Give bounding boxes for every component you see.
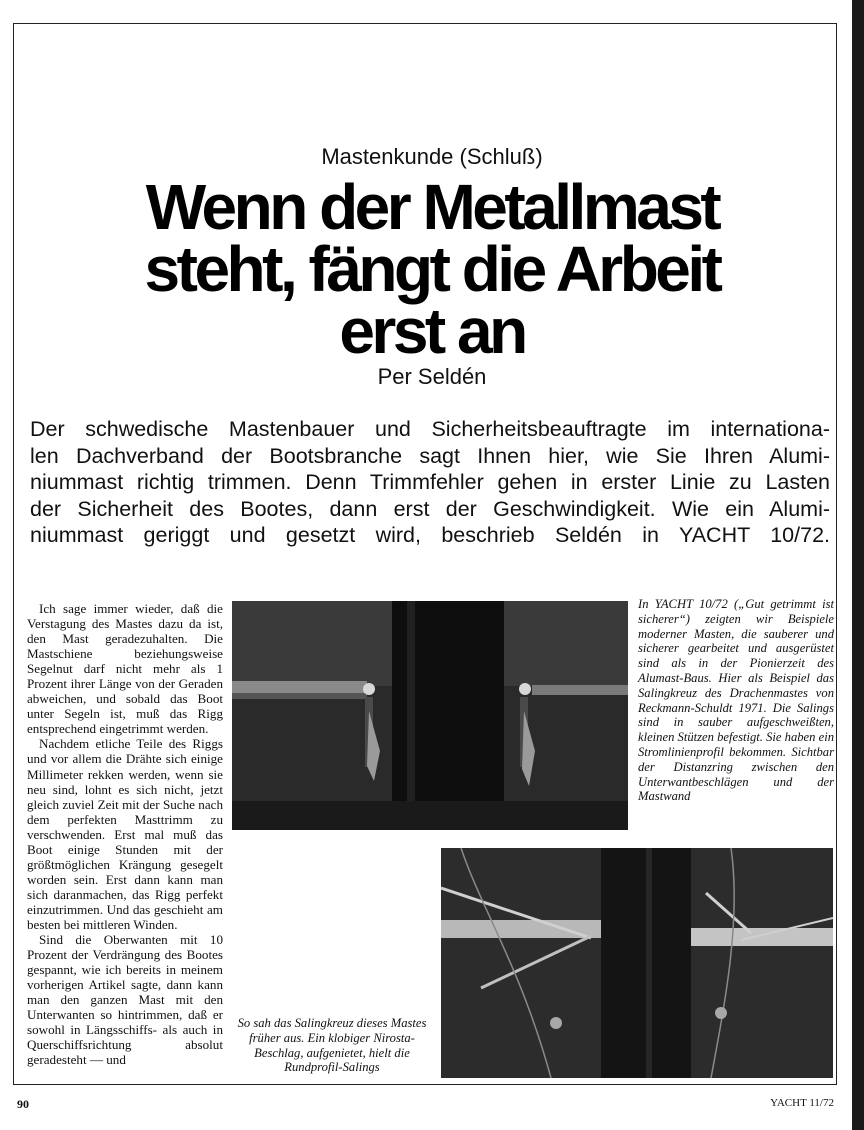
body-column <box>27 601 223 1067</box>
issue-label: YACHT 11/72 <box>770 1097 834 1109</box>
headline-line: steht, fängt die Arbeit <box>144 233 720 305</box>
lead-line: der Sicherheit des Bootes, dann erst der Geschwindigkeit. Wie ein Alumi- <box>30 496 830 521</box>
photo-caption: So sah das Salingkreuz dieses Mastes früher aus. Ein klobiger Nirosta-Beschlag, aufgenietet, hielt die Rundprofil-Salings <box>237 1016 427 1075</box>
body-paragraph: Ich sage immer wieder, daß die Verstagung des Mastes dazu da ist, den Mast geradezuhalten. Die Mastschiene beziehungsweise Segelnut darf nicht mehr als 1 Prozent ihrer Länge von der Geraden abweichen, und sobald das Boot unter Segeln ist, muß das Rigg entsprechend eingetrimmt werden. <box>27 601 223 737</box>
author: Per Seldén <box>377 364 487 389</box>
photo-caption: In YACHT 10/72 („Gut getrimmt ist sicherer“) zeigten wir Beispiele moderner Masten, die sauberer und sicherer gearbeitet und ausgerüstet sind als in der Pionierzeit des Alumast-Baus. Hier als Beispiel das Salingkreuz des Drachenmastes von Reckmann-Schuldt 1971. Die Salings sind in sauber aufgeschweißten, kleinen Stützen befestigt. Sie haben ein Stromlinienprofil bekommen. Sichtbar der Distanzring zwischen den Unterwantbeschlägen und der Mastwand <box>638 597 834 804</box>
lead-paragraph <box>30 416 830 549</box>
headline-line: Wenn der Metallmast <box>145 171 719 243</box>
headline <box>40 171 824 367</box>
lead-line: niummast geriggt und gesetzt wird, beschrieb Seldén in YACHT 10/72. <box>30 523 830 547</box>
headline-line: erst an <box>339 295 525 367</box>
lead-line: len Dachverband der Bootsbranche sagt Ihnen hier, wie Sie Ihren Alumi- <box>30 443 830 468</box>
body-paragraph: Sind die Oberwanten mit 10 Prozent der Verdrängung des Bootes gespannt, wie ich bereits in meinem vorherigen Artikel sagte, dann kann man den ganzen Mast mit den Unterwanten so hintrimmen, daß er sowohl in Längsschiffs- als auch in Querschiffsrichtung absolut geradesteht — und <box>27 932 223 1068</box>
photo-spreader-modern <box>232 601 628 830</box>
lead-line: niummast richtig trimmen. Denn Trimmfehler gehen in erster Linie zu Lasten <box>30 470 830 494</box>
photo-spreader-old <box>441 848 833 1078</box>
lead-line: Der schwedische Mastenbauer und Sicherheitsbeauftragte im internationa- <box>30 417 830 441</box>
kicker: Mastenkunde (Schluß) <box>321 144 543 169</box>
body-paragraph: Nachdem etliche Teile des Riggs und vor allem die Drähte sich einige Millimeter rekken werden, wenn sie neu sind, lohnt es sich nicht, jetzt gleich zuviel Zeit mit der Suche nach dem perfekten Masttrimm zu verschwenden. Erst mal muß das Boot einige Stunden mit der größtmöglichen Krängung gesegelt worden sein. Erst dann kann man sich daranmachen, das Rigg perfekt einzutrimmen. Und das geschieht am besten bei mittleren Winden. <box>27 736 223 932</box>
page-number: 90 <box>17 1097 29 1111</box>
